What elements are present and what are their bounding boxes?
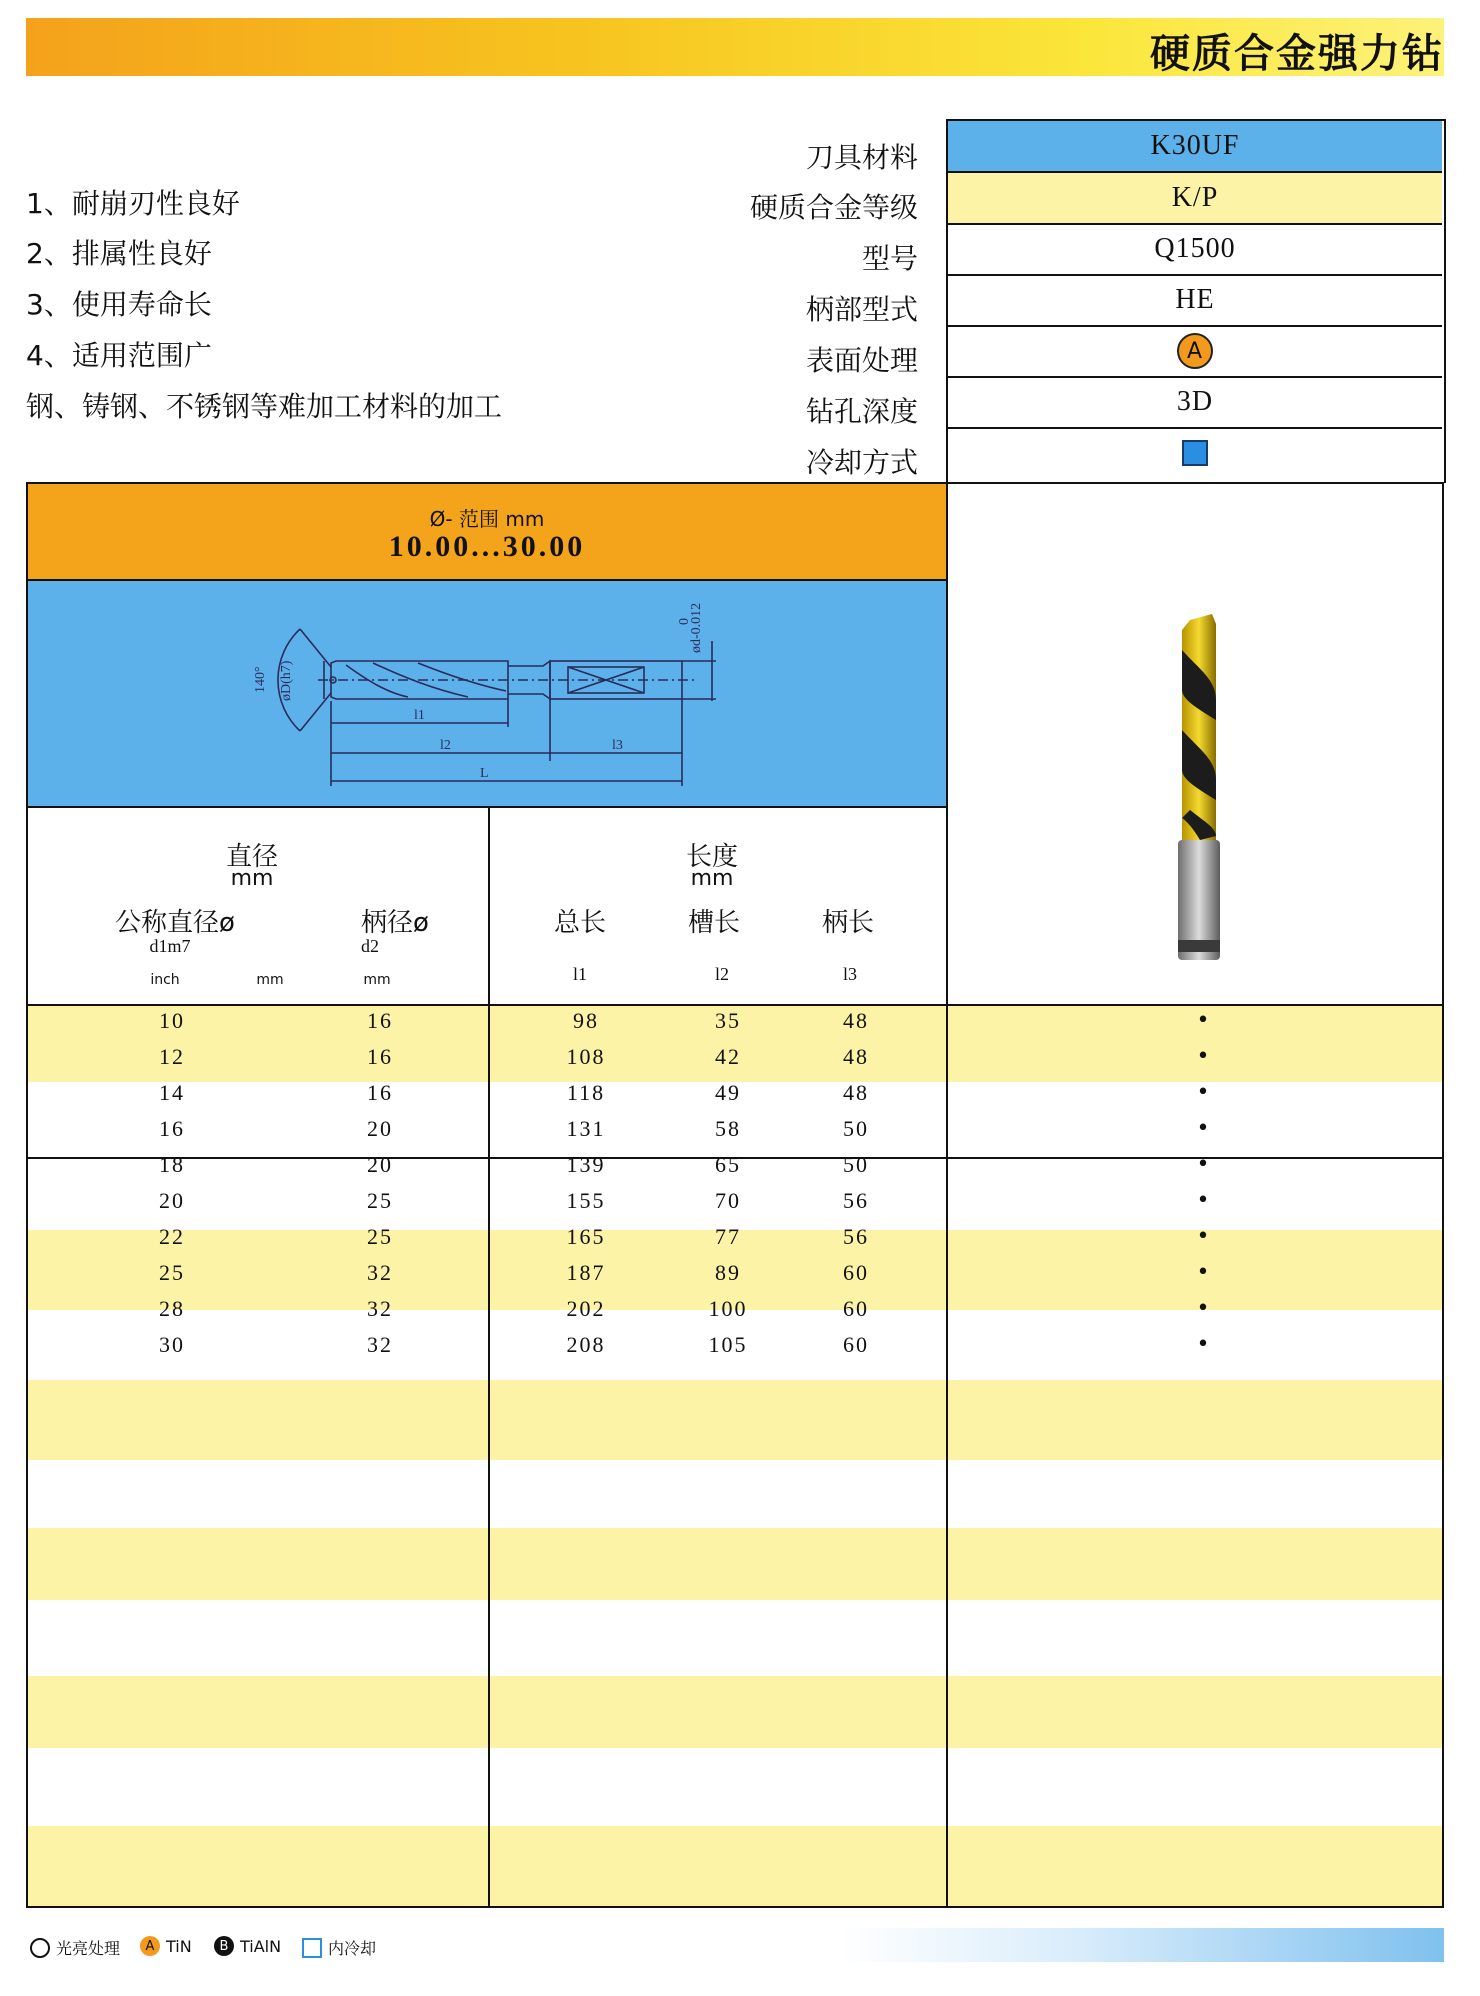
stripe-3 [28, 1380, 1442, 1460]
internal-cooling-legend-icon [302, 1938, 322, 1958]
availability-dot: • [1196, 1152, 1210, 1177]
spec-label-model: 型号 [861, 242, 918, 275]
total-length-cell: 208 [566, 1332, 606, 1357]
availability-dot: • [1196, 1332, 1210, 1357]
feature-3: 3、使用寿命长 [26, 288, 212, 321]
drill-dimension-diagram [28, 581, 946, 806]
drill-diagram-band [28, 581, 946, 808]
range-label: Ø- 范围 mm [429, 507, 545, 531]
length-unit: mm [690, 866, 734, 891]
shank-diameter-cell: 32 [367, 1260, 393, 1285]
shank-diameter-cell: 25 [367, 1188, 393, 1213]
total-length-symbol: l1 [572, 964, 587, 984]
total-length-cell: 139 [566, 1152, 606, 1177]
feature-2: 2、排属性良好 [26, 237, 212, 270]
feature-4: 4、适用范围广 [26, 339, 212, 372]
spec-label-material: 刀具材料 [805, 141, 918, 174]
shank-diameter-cell: 16 [367, 1080, 393, 1105]
shank-diameter-cell: 20 [367, 1152, 393, 1177]
l2-label: l2 [440, 738, 451, 753]
shank-diameter-symbol: d2 [361, 936, 379, 956]
nominal-diameter-cell: 14 [159, 1080, 185, 1105]
total-length-cell: 202 [566, 1296, 606, 1321]
nominal-diameter-cell: 20 [159, 1188, 185, 1213]
nominal-diameter-symbol: d1m7 [149, 936, 191, 956]
stripe-5 [28, 1676, 1442, 1748]
bright-finish-icon [30, 1938, 50, 1958]
diameter-label: øD(h7) [279, 660, 294, 701]
spec-value-material: K30UF [948, 121, 1442, 173]
nominal-diameter-cell: 25 [159, 1260, 185, 1285]
total-length-label: L [480, 766, 489, 781]
l1-label: l1 [414, 708, 425, 723]
shank-length-cell: 50 [843, 1152, 869, 1177]
drill-photo-icon [1160, 610, 1240, 970]
tin-icon: A [140, 1936, 160, 1956]
inch-header: inch [150, 972, 180, 988]
availability-dot: • [1196, 1116, 1210, 1141]
total-length-cell: 118 [566, 1080, 606, 1105]
tialn-icon: B [214, 1936, 234, 1956]
availability-dot: • [1196, 1044, 1210, 1069]
shank-diameter-cell: 16 [367, 1044, 393, 1069]
spec-label-shank-type: 柄部型式 [805, 293, 918, 326]
shank-length-header: 柄长 [821, 908, 874, 938]
mm-header-2: mm [363, 972, 391, 988]
flute-length-cell: 105 [708, 1332, 748, 1357]
legend-band [840, 1928, 1444, 1962]
legend-tialn-label: TiAlN [240, 1936, 282, 1956]
flute-length-cell: 77 [715, 1224, 741, 1249]
nominal-diameter-cell: 30 [159, 1332, 185, 1357]
tolerance-top: 0 [677, 618, 692, 625]
availability-dot: • [1196, 1224, 1210, 1249]
spec-value-cooling [948, 428, 1442, 478]
length-header: 长度 [685, 842, 738, 872]
legend-tialn [214, 1936, 281, 1956]
legend-bright [30, 1936, 120, 1959]
shank-length-cell: 56 [843, 1224, 869, 1249]
shank-diameter-header: 柄径ø [361, 908, 429, 938]
shank-diameter-cell: 32 [367, 1296, 393, 1321]
shank-length-cell: 48 [843, 1008, 869, 1033]
flute-length-cell: 70 [715, 1188, 741, 1213]
total-length-cell: 108 [566, 1044, 606, 1069]
nominal-diameter-cell: 12 [159, 1044, 185, 1069]
shank-diameter-cell: 16 [367, 1008, 393, 1033]
nominal-diameter-cell: 22 [159, 1224, 185, 1249]
nominal-diameter-cell: 28 [159, 1296, 185, 1321]
total-length-header: 总长 [553, 908, 606, 938]
spec-label-cooling: 冷却方式 [805, 446, 918, 479]
shank-length-cell: 60 [843, 1296, 869, 1321]
availability-dot: • [1196, 1296, 1210, 1321]
stripe-6 [28, 1826, 1442, 1906]
diameter-unit: mm [230, 866, 274, 891]
spec-label-depth: 钻孔深度 [805, 395, 918, 428]
total-length-cell: 98 [573, 1008, 599, 1033]
shank-length-cell: 48 [843, 1080, 869, 1105]
drill-product-image [1160, 610, 1240, 970]
spec-label-surface: 表面处理 [805, 344, 918, 377]
shank-length-cell: 50 [843, 1116, 869, 1141]
flute-length-cell: 65 [715, 1152, 741, 1177]
flute-length-cell: 89 [715, 1260, 741, 1285]
flute-length-symbol: l2 [714, 964, 729, 984]
shank-diameter-cell: 32 [367, 1332, 393, 1357]
range-value: 10.00...30.00 [388, 530, 586, 563]
shank-length-cell: 60 [843, 1260, 869, 1285]
shank-diameter-cell: 25 [367, 1224, 393, 1249]
feature-application: 钢、铸钢、不锈钢等难加工材料的加工 [26, 390, 503, 423]
tin-coating-icon: A [1177, 333, 1213, 369]
diameter-header: 直径 [225, 842, 278, 872]
nominal-diameter-cell: 16 [159, 1116, 185, 1141]
availability-dot: • [1196, 1260, 1210, 1285]
total-length-cell: 165 [566, 1224, 606, 1249]
spec-value-model: Q1500 [948, 224, 1442, 276]
availability-dot: • [1196, 1080, 1210, 1105]
l3-label: l3 [612, 738, 623, 753]
legend-cooling-label: 内冷却 [328, 1939, 377, 1958]
shank-length-cell: 60 [843, 1332, 869, 1357]
flute-length-header: 槽长 [687, 908, 740, 938]
spec-value-shank-type: HE [948, 275, 1442, 327]
total-length-cell: 131 [566, 1116, 606, 1141]
flute-length-cell: 35 [715, 1008, 741, 1033]
internal-cooling-icon [1182, 440, 1208, 466]
spec-value-surface [948, 326, 1442, 378]
legend-tin-label: TiN [166, 1936, 192, 1956]
shank-length-symbol: l3 [842, 964, 857, 984]
spec-value-depth: 3D [948, 377, 1442, 429]
flute-length-cell: 58 [715, 1116, 741, 1141]
stripe-4 [28, 1528, 1442, 1600]
shank-tolerance-label: ød-0.012 [689, 602, 704, 653]
shank-diameter-cell: 20 [367, 1116, 393, 1141]
feature-1: 1、耐崩刃性良好 [26, 187, 240, 220]
column-divider-middle-lower [488, 1006, 490, 1908]
mm-header-1: mm [256, 972, 284, 988]
availability-dot: • [1196, 1008, 1210, 1033]
spec-label-grade: 硬质合金等级 [749, 191, 918, 224]
legend-tin [140, 1936, 192, 1956]
legend-cooling [302, 1936, 376, 1959]
nominal-diameter-header: 公称直径ø [115, 908, 235, 938]
column-divider-right-lower [946, 1006, 948, 1908]
nominal-diameter-cell: 10 [159, 1008, 185, 1033]
nominal-diameter-cell: 18 [159, 1152, 185, 1177]
page-title: 硬质合金强力钻 [1150, 31, 1444, 77]
angle-label: 140° [253, 666, 268, 693]
legend-bright-label: 光亮处理 [56, 1939, 121, 1958]
flute-length-cell: 100 [708, 1296, 748, 1321]
shank-length-cell: 48 [843, 1044, 869, 1069]
total-length-cell: 187 [566, 1260, 606, 1285]
shank-length-cell: 56 [843, 1188, 869, 1213]
flute-length-cell: 42 [715, 1044, 741, 1069]
flute-length-cell: 49 [715, 1080, 741, 1105]
total-length-cell: 155 [566, 1188, 606, 1213]
availability-dot: • [1196, 1188, 1210, 1213]
spec-value-grade: K/P [948, 173, 1442, 225]
